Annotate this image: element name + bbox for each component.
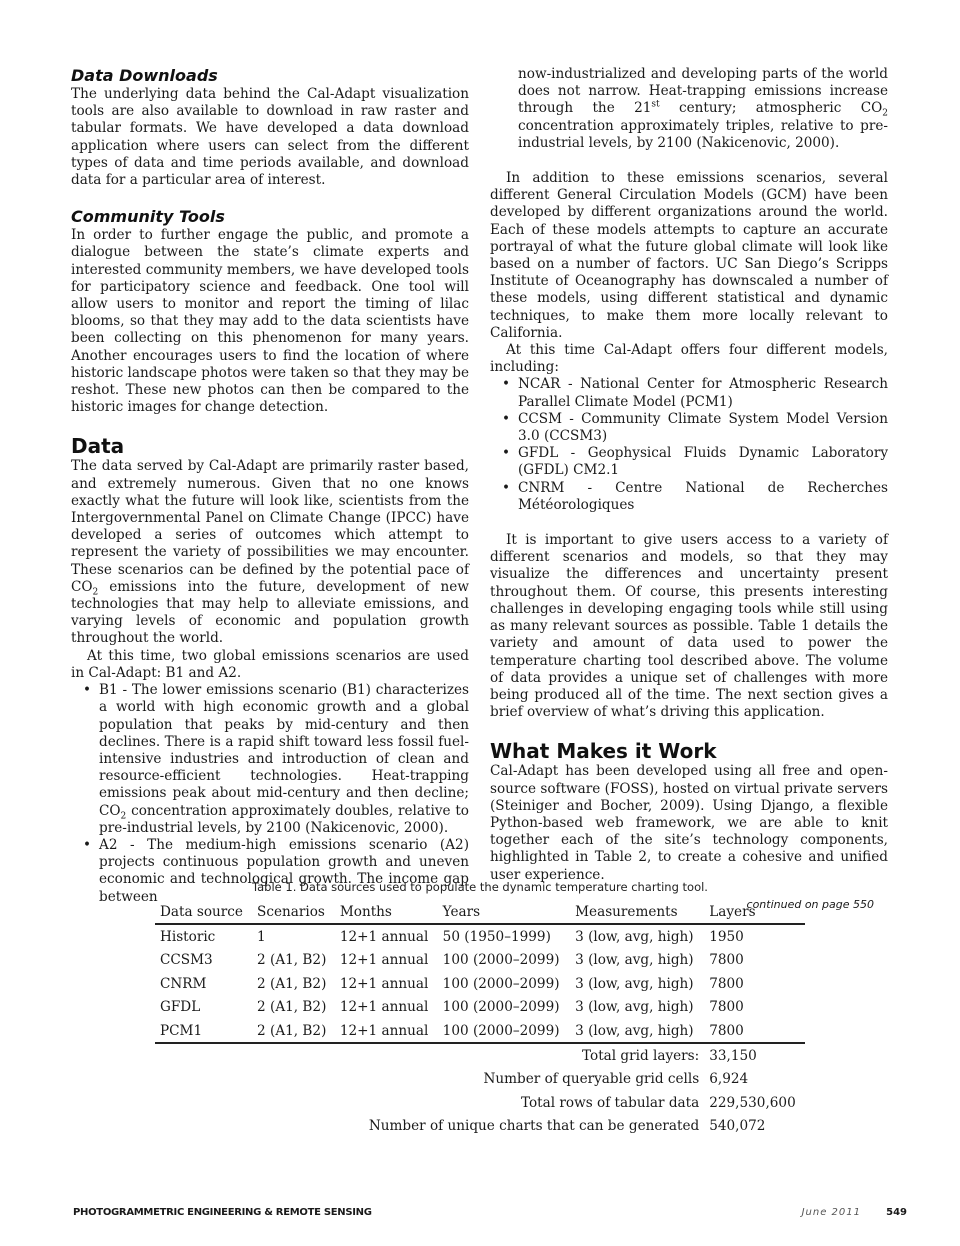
table-cell: 7800 [709,952,744,969]
data-paragraph-1: The data served by Cal-Adapt are primarily raster based, and extremely numerous. Given that no one knows exactly what the future will look like, scientists from the Intergovernmental Panel on Climate Change (IPCC) have developed a series of outcomes which attempt to represent the variety of possibilities we may encounter. These scenarios can be defined by the potential pace of $CO_2$ emissions into the future, development of new technologies that may help to alleviate emissions, and varying levels of economic and population growth throughout the world. [71,458,469,647]
table-cell: 12+1 annual [335,1019,438,1043]
table-cell: 2 (A1, B2) [257,975,327,992]
table-row [155,949,805,972]
data-heading: Data [71,434,125,459]
table-caption: Table 1. Data sources used to populate the dynamic temperature charting tool. [252,880,708,894]
data-sources-table [155,900,805,1138]
table-cell: 1 [257,929,266,946]
continued-note: continued on page 550 [746,897,874,911]
table-cell: 3 (low, avg, high) [575,975,694,992]
list-item-continued: now-industrialized and developing parts of the world does not narrow. Heat-trapping emissions increase through the 21st century; atmospheric $CO_2$ concentration approximately triples, relative to pre-industrial levels, by 2100 (Nakicenovic, 2000). [518,66,888,151]
table-cell: 7800 [709,999,744,1016]
table-cell: 7800 [704,1019,805,1043]
data-downloads-paragraph: The underlying data behind the Cal-Adapt visualization tools are also available to download in raw raster and tabular formats. We have developed a data download application where users can select from the different types of data and time periods available, and download data for a particular area of interest. [71,86,469,189]
data-paragraph-2: At this time, two global emissions scenarios are used in Cal-Adapt: B1 and A2. [71,647,469,681]
issue-date: June 2011 [801,1207,861,1218]
table-cell: 100 (2000–2099) [442,952,560,969]
table-cell: CNRM [160,975,207,992]
table-cell: 100 (2000–2099) [442,975,560,992]
column-header: Measurements [570,900,704,924]
community-tools-paragraph: In order to further engage the public, and promote a dialogue between the state’s climate experts and interested community members, we have developed tools for participatory science and feedback. One tool will allow users to monitor and report the timing of lilac blooms, so that they may add to the data scientists have been collecting on this phenomenon for many years. Another encourages users to find the location of where historic landscape photos were taken so that they may be reshot. These new photos can then be compared to the historic images for change detection. [71,227,469,416]
table-cell: 3 (low, avg, high) [575,952,694,969]
right-column [490,66,888,913]
left-column [71,66,469,906]
table-cell: 12+1 annual [339,952,429,969]
community-tools-heading: Community Tools [71,207,225,227]
list-item: • A2 - The medium-high emissions scenario (A2) projects continuous population growth and uneven economic and technological growth. The income gap between [83,836,469,905]
column-header: Years [438,900,570,924]
column-header: Scenarios [252,900,335,924]
list-item: • CCSM - Community Climate System Model Version 3.0 (CCSM3) [502,410,888,445]
gcm-paragraph: In addition to these emissions scenarios, several different General Circulation Models (GCM) have been developed by different organizations around the world. Each of these models attempts to capture an accurate portrayal of what the future global climate will look like based on a number of factors. UC San Diego’s Scripps Institute of Oceanography has downscaled a number of these models, using different statistical and dynamic techniques, to make them more locally relevant to California. [490,170,888,341]
totals-row [155,1068,805,1091]
totals-label: Total grid layers: [582,1048,700,1065]
table-cell: 2 (A1, B2) [257,952,327,969]
table-cell: 3 (low, avg, high) [575,999,694,1016]
table-cell: CCSM3 [160,952,213,969]
what-makes-it-work-paragraph: Cal-Adapt has been developed using all free and open-source software (FOSS), hosted on virtual private servers (Steiniger and Bocher, 2009). Using Django, a flexible Python-based web framework, we are able to knit together each of the site’s technology components, highlighted in Table 2, to create a cohesive and unified user experience. [490,763,888,883]
table-cell: Historic [160,929,216,946]
column-header: Layers [704,900,805,924]
table-row [155,1019,805,1043]
table-cell: 100 (2000–2099) [442,999,560,1016]
totals-label: Number of unique charts that can be generated [368,1118,700,1135]
table-cell: 3 (low, avg, high) [570,1019,704,1043]
page-number: 549 [886,1207,907,1218]
table-cell: PCM1 [155,1019,252,1043]
table-cell: 1950 [709,929,744,946]
access-paragraph: It is important to give users access to a variety of different scenarios and models, so that they may visualize the differences and uncertainty present throughout them. Of course, this presents interesting challenges in developing engaging tools while still using as many relevant sources as possible. Table 1 details the variety and amount of data used to power the temperature charting tool described above. The volume of data provides a unique set of challenges with more being produced all of the time. The next section gives a brief overview of what’s driving this application. [490,532,888,721]
scenario-list [71,682,469,906]
scenario-continuation [490,66,888,152]
table-cell: 12+1 annual [339,929,429,946]
table-cell: 100 (2000–2099) [438,1019,570,1043]
table-cell: 3 (low, avg, high) [575,929,694,946]
totals-row [155,1091,805,1114]
what-makes-it-work-heading: What Makes it Work [490,739,717,764]
table-cell: 2 (A1, B2) [252,1019,335,1043]
totals-value: 229,530,600 [709,1094,796,1111]
column-header: Months [335,900,438,924]
list-item: • B1 - The lower emissions scenario (B1) characterizes a world with high economic growth and a global population that peaks by mid-century and then declines. There is a rapid shift toward less fossil fuel-intensive industries and introduction of clean and resource-efficient technologies. Heat-trapping emissions peak about mid-century and then decline; $CO_2$ concentration approximately doubles, relative to pre-industrial levels, by 2100 (Nakicenovic, 2000). [83,682,469,836]
table-header-row [155,900,805,924]
journal-name: PHOTOGRAMMETRIC ENGINEERING & REMOTE SENSING [73,1207,372,1218]
totals-label: Total rows of tabular data [520,1094,700,1111]
table-row [155,972,805,995]
totals-value: 6,924 [709,1071,749,1088]
table-cell: 2 (A1, B2) [257,999,327,1016]
list-item: • CNRM - Centre National de Recherches Météorologiques [502,479,888,513]
table-row [155,924,805,948]
totals-value: 33,150 [709,1048,757,1065]
totals-label: Number of queryable grid cells [483,1071,700,1088]
column-header: Data source [155,900,252,924]
table-cell: 7800 [709,975,744,992]
list-item: • GFDL - Geophysical Fluids Dynamic Laboratory (GFDL) CM2.1 [502,445,888,479]
models-list [490,376,888,514]
table-cell: 12+1 annual [339,999,429,1016]
totals-row [155,1043,805,1067]
table-cell: 50 (1950–1999) [442,929,551,946]
models-intro: At this time Cal-Adapt offers four different models, including: [490,342,888,376]
table-cell: GFDL [160,999,201,1016]
table-row [155,996,805,1019]
totals-row [155,1115,805,1138]
list-item: • NCAR - National Center for Atmospheric Research Parallel Climate Model (PCM1) [502,376,888,410]
totals-value: 540,072 [709,1118,766,1135]
table-cell: 12+1 annual [339,975,429,992]
data-downloads-heading: Data Downloads [71,66,218,85]
